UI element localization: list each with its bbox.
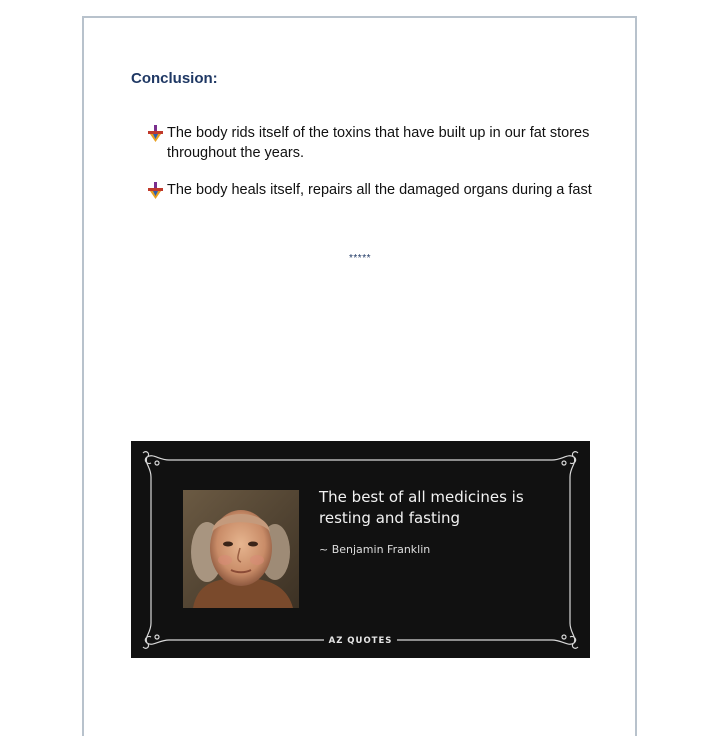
- quote-text: The best of all medicines is resting and fasting: [319, 488, 524, 527]
- bullet-item: [146, 123, 596, 163]
- quote-author: ~ Benjamin Franklin: [319, 543, 431, 556]
- bullet-text: The body heals itself, repairs all the damaged organs during a fast: [167, 182, 592, 198]
- section-heading: Conclusion:: [131, 70, 218, 87]
- arrow-down-bullet-icon: [148, 125, 163, 142]
- bullet-text: The body rids itself of the toxins that have built up in our fat stores throughout the years.: [167, 125, 590, 161]
- quote-card: [131, 441, 590, 658]
- brand-text: AZ QUOTES: [324, 636, 398, 646]
- brand-logo: [131, 636, 590, 646]
- section-separator: *****: [349, 253, 371, 264]
- bullet-item: [146, 180, 596, 200]
- benjamin-franklin-portrait: [183, 490, 299, 608]
- bullet-list: [146, 123, 596, 217]
- arrow-down-bullet-icon: [148, 182, 163, 199]
